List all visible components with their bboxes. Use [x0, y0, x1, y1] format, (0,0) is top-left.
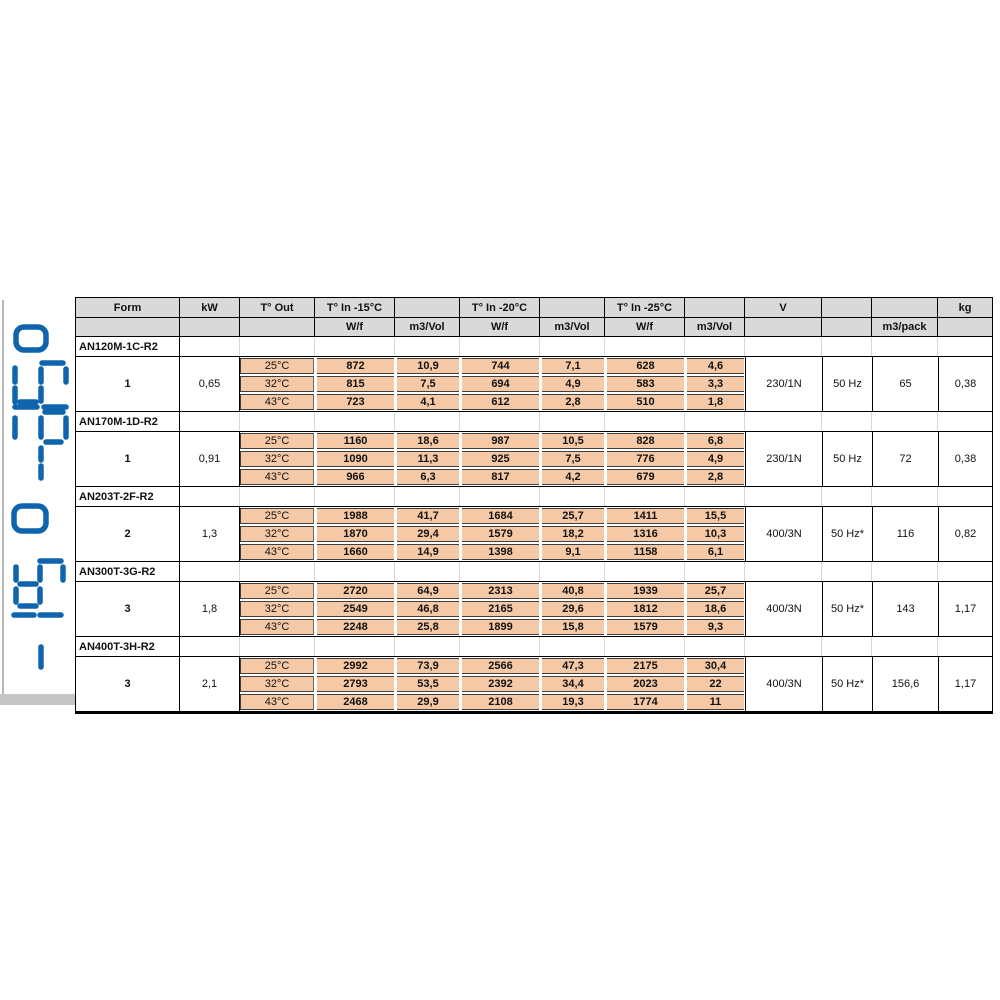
- header-cell: W/f: [460, 318, 540, 337]
- voltage-cell: 230/1N: [745, 432, 822, 486]
- temp-cell: 32°C: [240, 451, 314, 467]
- model-row-cell: [180, 562, 240, 581]
- model-row: [76, 337, 992, 357]
- model-row-cell: [685, 412, 745, 431]
- model-row-cell: [605, 412, 685, 431]
- kw-cell: 1,3: [180, 507, 240, 561]
- value-cell: 1160: [317, 433, 394, 449]
- voltage-cell: 400/3N: [745, 657, 822, 711]
- form-cell: 3: [76, 582, 180, 636]
- hz-cell: 50 Hz*: [822, 657, 872, 711]
- model-row-cell: [315, 412, 395, 431]
- value-cell: 2468: [317, 694, 394, 710]
- model-row-cell: [180, 337, 240, 356]
- model-row-cell: [938, 562, 992, 581]
- data-block: [76, 582, 992, 636]
- header-cell: [822, 318, 872, 337]
- header-cell: W/f: [605, 318, 685, 337]
- header-cell: T° In -15°C: [315, 298, 395, 318]
- model-row-cell: [460, 412, 540, 431]
- seven-segment-display-icon: [0, 290, 75, 710]
- model-row-cell: [745, 637, 822, 656]
- model-row-cell: [315, 337, 395, 356]
- display-bottom-band: [0, 694, 75, 705]
- model-row-cell: [822, 562, 872, 581]
- model-name: AN203T-2F-R2: [76, 487, 180, 506]
- model-row: [76, 487, 992, 507]
- value-cell: 22: [687, 676, 744, 692]
- header-cell: m3/Vol: [540, 318, 605, 337]
- value-cell: 2313: [462, 583, 539, 599]
- hz-cell: 50 Hz*: [822, 582, 872, 636]
- model-row-cell: [685, 562, 745, 581]
- value-cell: 4,1: [397, 394, 459, 410]
- model-row-cell: [240, 412, 315, 431]
- header-cell: Form: [76, 298, 180, 318]
- value-cell: 2175: [607, 658, 684, 674]
- form-cell: 1: [76, 357, 180, 411]
- model-row-cell: [460, 637, 540, 656]
- value-cell: 25,8: [397, 619, 459, 635]
- value-cell: 1988: [317, 508, 394, 524]
- model-row-cell: [822, 487, 872, 506]
- value-cell: 6,3: [397, 469, 459, 485]
- value-cell: 1158: [607, 544, 684, 560]
- value-cell: 583: [607, 376, 684, 392]
- value-cell: 723: [317, 394, 394, 410]
- value-cell: 25,7: [542, 508, 604, 524]
- value-cell: 29,4: [397, 526, 459, 542]
- value-cell: 6,1: [687, 544, 744, 560]
- model-group: [76, 637, 992, 711]
- value-cell: 4,2: [542, 469, 604, 485]
- pack-volume-cell: 143: [872, 582, 938, 636]
- value-cell: 1579: [462, 526, 539, 542]
- value-cell: 1316: [607, 526, 684, 542]
- model-row-cell: [315, 637, 395, 656]
- model-row-cell: [395, 487, 460, 506]
- header-row: [76, 298, 992, 318]
- data-block: [76, 432, 992, 486]
- value-cell: 2108: [462, 694, 539, 710]
- value-cell: 817: [462, 469, 539, 485]
- model-row-cell: [395, 412, 460, 431]
- model-row-cell: [240, 487, 315, 506]
- temp-cell: 43°C: [240, 619, 314, 635]
- kg-cell: 1,17: [938, 582, 992, 636]
- value-cell: 64,9: [397, 583, 459, 599]
- header-cell: [745, 318, 822, 337]
- header-cell: [76, 318, 180, 337]
- header-cell: [938, 318, 992, 337]
- model-row-cell: [315, 562, 395, 581]
- model-group: [76, 412, 992, 487]
- value-cell: 1812: [607, 601, 684, 617]
- value-cell: 1899: [462, 619, 539, 635]
- voltage-cell: 400/3N: [745, 507, 822, 561]
- header-row: [76, 318, 992, 337]
- model-row-cell: [540, 487, 605, 506]
- model-row: [76, 412, 992, 432]
- value-cell: 7,5: [397, 376, 459, 392]
- model-row-cell: [822, 337, 872, 356]
- value-cell: 18,2: [542, 526, 604, 542]
- value-cell: 1579: [607, 619, 684, 635]
- value-cell: 15,8: [542, 619, 604, 635]
- value-cell: 7,5: [542, 451, 604, 467]
- model-row-cell: [745, 337, 822, 356]
- value-cell: 2,8: [542, 394, 604, 410]
- value-cell: 30,4: [687, 658, 744, 674]
- model-row: [76, 562, 992, 582]
- header-cell: m3/Vol: [685, 318, 745, 337]
- header-cell: m3/Vol: [395, 318, 460, 337]
- form-cell: 1: [76, 432, 180, 486]
- value-cell: 2023: [607, 676, 684, 692]
- header-cell: [685, 298, 745, 318]
- value-cell: 966: [317, 469, 394, 485]
- header-cell: kW: [180, 298, 240, 318]
- value-cell: 628: [607, 358, 684, 374]
- kg-cell: 1,17: [938, 657, 992, 711]
- value-cell: 9,1: [542, 544, 604, 560]
- model-row-cell: [180, 487, 240, 506]
- value-cell: 4,9: [687, 451, 744, 467]
- pack-volume-cell: 65: [872, 357, 938, 411]
- value-cell: 10,5: [542, 433, 604, 449]
- form-cell: 3: [76, 657, 180, 711]
- model-row-cell: [872, 487, 938, 506]
- model-row-cell: [745, 562, 822, 581]
- temp-cell: 25°C: [240, 433, 314, 449]
- value-cell: 1870: [317, 526, 394, 542]
- model-name: AN400T-3H-R2: [76, 637, 180, 656]
- model-row-cell: [540, 412, 605, 431]
- model-row-cell: [240, 562, 315, 581]
- header-cell: [395, 298, 460, 318]
- value-cell: 1398: [462, 544, 539, 560]
- hz-cell: 50 Hz*: [822, 507, 872, 561]
- temp-cell: 43°C: [240, 544, 314, 560]
- header-cell: kg: [938, 298, 992, 318]
- pack-volume-cell: 72: [872, 432, 938, 486]
- value-cell: 73,9: [397, 658, 459, 674]
- model-row: [76, 637, 992, 657]
- value-cell: 828: [607, 433, 684, 449]
- header-cell: [822, 298, 872, 318]
- value-cell: 11: [687, 694, 744, 710]
- model-name: AN300T-3G-R2: [76, 562, 180, 581]
- value-cell: 29,9: [397, 694, 459, 710]
- header-cell: T° In -25°C: [605, 298, 685, 318]
- model-row-cell: [540, 562, 605, 581]
- value-cell: 3,3: [687, 376, 744, 392]
- value-cell: 2165: [462, 601, 539, 617]
- header-cell: T° Out: [240, 298, 315, 318]
- model-row-cell: [605, 562, 685, 581]
- value-cell: 10,3: [687, 526, 744, 542]
- value-cell: 1774: [607, 694, 684, 710]
- data-block: [76, 357, 992, 411]
- value-cell: 4,6: [687, 358, 744, 374]
- model-row-cell: [395, 337, 460, 356]
- value-cell: 18,6: [687, 601, 744, 617]
- value-cell: 679: [607, 469, 684, 485]
- pack-volume-cell: 156,6: [872, 657, 938, 711]
- model-row-cell: [395, 637, 460, 656]
- value-cell: 744: [462, 358, 539, 374]
- model-group: [76, 562, 992, 637]
- model-row-cell: [460, 562, 540, 581]
- value-cell: 1660: [317, 544, 394, 560]
- value-cell: 1090: [317, 451, 394, 467]
- kw-cell: 0,65: [180, 357, 240, 411]
- value-cell: 7,1: [542, 358, 604, 374]
- model-row-cell: [460, 337, 540, 356]
- model-name: AN120M-1C-R2: [76, 337, 180, 356]
- model-row-cell: [822, 412, 872, 431]
- value-cell: 53,5: [397, 676, 459, 692]
- model-row-cell: [938, 412, 992, 431]
- model-group: [76, 337, 992, 412]
- value-cell: 776: [607, 451, 684, 467]
- temp-cell: 32°C: [240, 676, 314, 692]
- model-row-cell: [180, 637, 240, 656]
- model-row-cell: [540, 337, 605, 356]
- value-cell: 14,9: [397, 544, 459, 560]
- value-cell: 1,8: [687, 394, 744, 410]
- temp-cell: 32°C: [240, 376, 314, 392]
- kw-cell: 2,1: [180, 657, 240, 711]
- model-row-cell: [938, 487, 992, 506]
- hz-cell: 50 Hz: [822, 357, 872, 411]
- value-cell: 2992: [317, 658, 394, 674]
- value-cell: 25,7: [687, 583, 744, 599]
- header-cell: V: [745, 298, 822, 318]
- model-row-cell: [240, 637, 315, 656]
- value-cell: 612: [462, 394, 539, 410]
- kg-cell: 0,82: [938, 507, 992, 561]
- header-cell: [540, 298, 605, 318]
- temp-cell: 43°C: [240, 394, 314, 410]
- value-cell: 987: [462, 433, 539, 449]
- header-cell: [240, 318, 315, 337]
- kg-cell: 0,38: [938, 357, 992, 411]
- model-row-cell: [745, 487, 822, 506]
- hz-cell: 50 Hz: [822, 432, 872, 486]
- kw-cell: 1,8: [180, 582, 240, 636]
- temp-cell: 32°C: [240, 526, 314, 542]
- kw-cell: 0,91: [180, 432, 240, 486]
- value-cell: 2793: [317, 676, 394, 692]
- model-row-cell: [745, 412, 822, 431]
- model-row-cell: [540, 637, 605, 656]
- value-cell: 15,5: [687, 508, 744, 524]
- header-cell: W/f: [315, 318, 395, 337]
- model-row-cell: [872, 637, 938, 656]
- value-cell: 1411: [607, 508, 684, 524]
- value-cell: 41,7: [397, 508, 459, 524]
- model-row-cell: [685, 337, 745, 356]
- form-cell: 2: [76, 507, 180, 561]
- temp-cell: 43°C: [240, 469, 314, 485]
- model-row-cell: [872, 412, 938, 431]
- header-cell: [180, 318, 240, 337]
- value-cell: 4,9: [542, 376, 604, 392]
- value-cell: 815: [317, 376, 394, 392]
- model-row-cell: [395, 562, 460, 581]
- value-cell: 34,4: [542, 676, 604, 692]
- value-cell: 1939: [607, 583, 684, 599]
- voltage-cell: 230/1N: [745, 357, 822, 411]
- pack-volume-cell: 116: [872, 507, 938, 561]
- value-cell: 46,8: [397, 601, 459, 617]
- value-cell: 1684: [462, 508, 539, 524]
- temp-cell: 32°C: [240, 601, 314, 617]
- value-cell: 47,3: [542, 658, 604, 674]
- header-cell: [872, 298, 938, 318]
- value-cell: 19,3: [542, 694, 604, 710]
- header-cell: T° In -20°C: [460, 298, 540, 318]
- model-row-cell: [605, 337, 685, 356]
- value-cell: 18,6: [397, 433, 459, 449]
- value-cell: 10,9: [397, 358, 459, 374]
- spec-table: [75, 297, 993, 714]
- value-cell: 29,6: [542, 601, 604, 617]
- model-row-cell: [822, 637, 872, 656]
- value-cell: 510: [607, 394, 684, 410]
- value-cell: 6,8: [687, 433, 744, 449]
- kg-cell: 0,38: [938, 432, 992, 486]
- value-cell: 872: [317, 358, 394, 374]
- model-row-cell: [605, 637, 685, 656]
- temp-cell: 43°C: [240, 694, 314, 710]
- model-row-cell: [872, 337, 938, 356]
- model-row-cell: [240, 337, 315, 356]
- voltage-cell: 400/3N: [745, 582, 822, 636]
- value-cell: 925: [462, 451, 539, 467]
- model-row-cell: [872, 562, 938, 581]
- model-row-cell: [685, 487, 745, 506]
- temp-cell: 25°C: [240, 583, 314, 599]
- value-cell: 2248: [317, 619, 394, 635]
- model-row-cell: [605, 487, 685, 506]
- value-cell: 2549: [317, 601, 394, 617]
- value-cell: 2566: [462, 658, 539, 674]
- model-group: [76, 487, 992, 562]
- display-segments: [14, 327, 66, 667]
- value-cell: 40,8: [542, 583, 604, 599]
- model-row-cell: [938, 637, 992, 656]
- model-row-cell: [460, 487, 540, 506]
- value-cell: 11,3: [397, 451, 459, 467]
- data-block: [76, 507, 992, 561]
- temp-cell: 25°C: [240, 358, 314, 374]
- data-block: [76, 657, 992, 711]
- display-border: [2, 300, 4, 696]
- temp-cell: 25°C: [240, 658, 314, 674]
- value-cell: 2720: [317, 583, 394, 599]
- value-cell: 2,8: [687, 469, 744, 485]
- value-cell: 2392: [462, 676, 539, 692]
- temp-cell: 25°C: [240, 508, 314, 524]
- model-name: AN170M-1D-R2: [76, 412, 180, 431]
- model-row-cell: [180, 412, 240, 431]
- model-row-cell: [315, 487, 395, 506]
- header-cell: m3/pack: [872, 318, 938, 337]
- model-row-cell: [938, 337, 992, 356]
- value-cell: 9,3: [687, 619, 744, 635]
- model-row-cell: [685, 637, 745, 656]
- value-cell: 694: [462, 376, 539, 392]
